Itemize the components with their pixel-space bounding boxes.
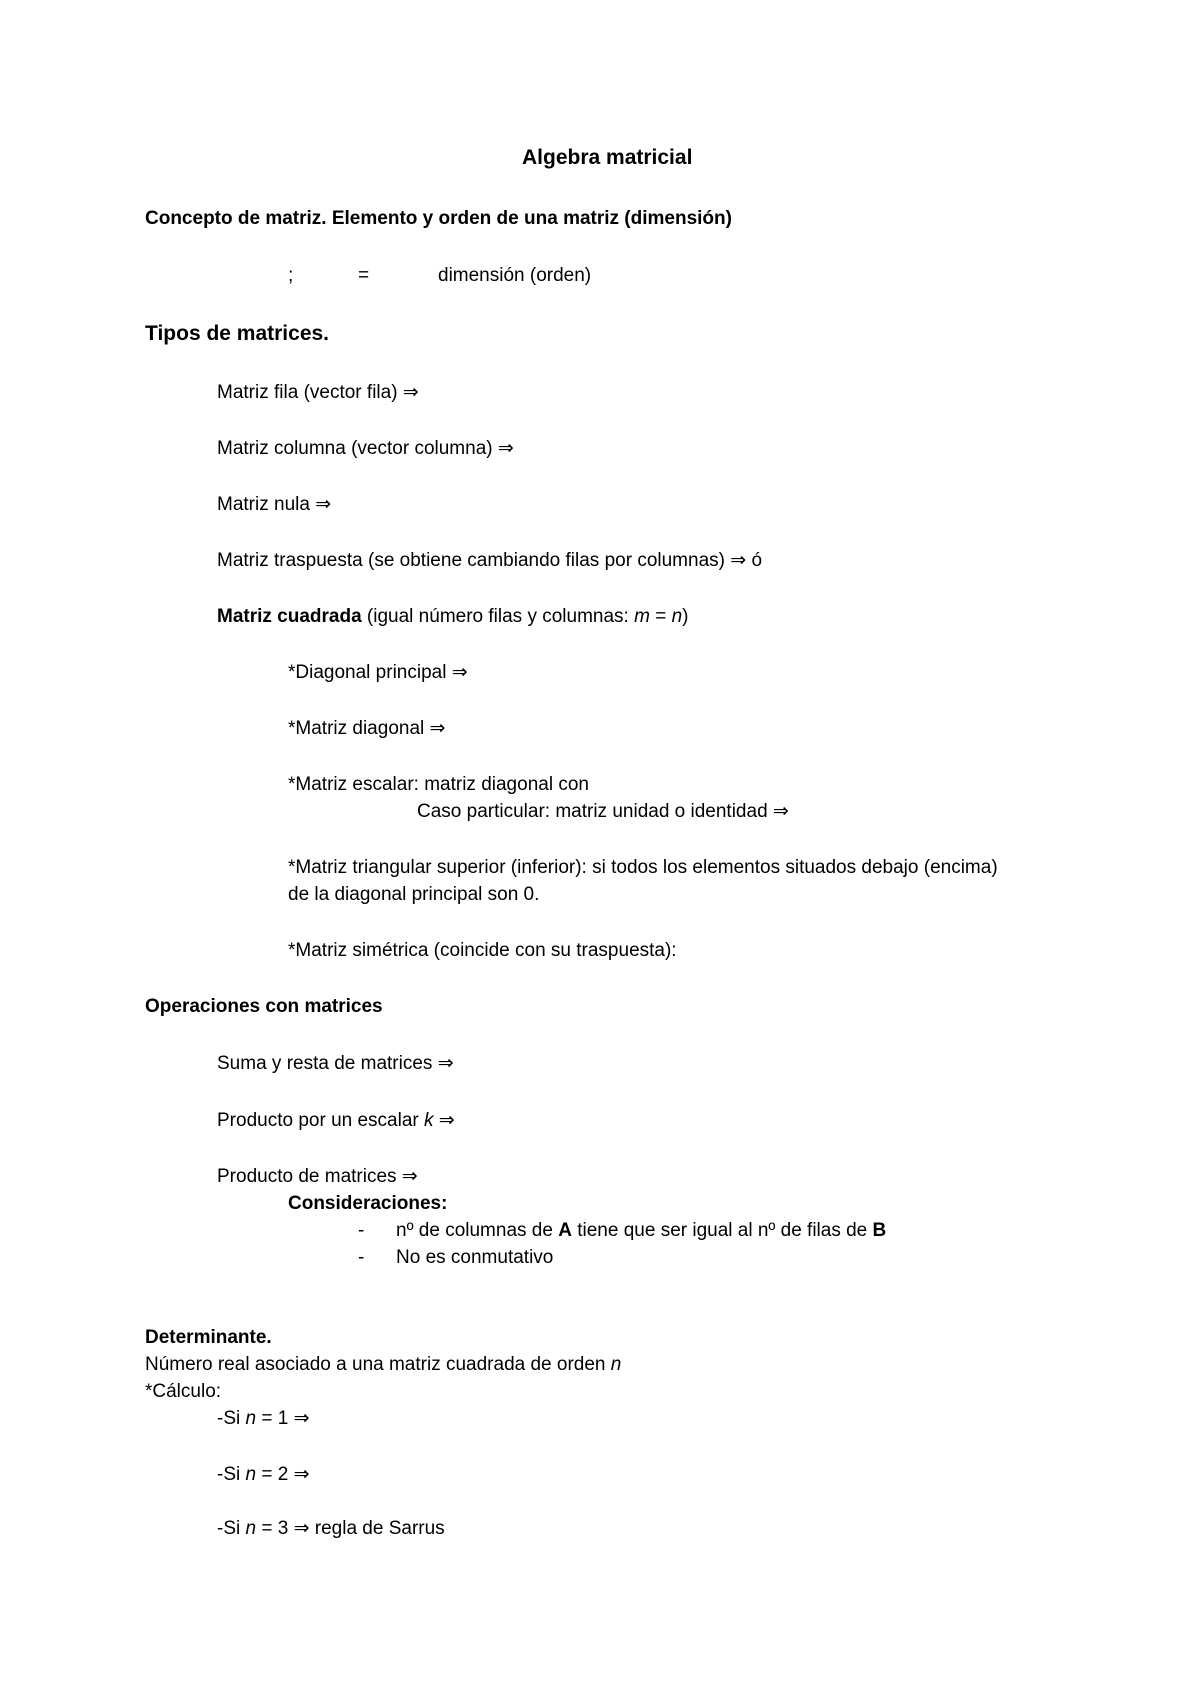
list-dash: - xyxy=(358,1247,365,1268)
list-dash: - xyxy=(358,1220,365,1241)
matrix-B: B xyxy=(872,1220,887,1241)
var-n: n xyxy=(245,1408,257,1429)
type-columna: Matriz columna (vector columna) ⇒ xyxy=(217,438,514,459)
op-escalar xyxy=(217,1109,455,1133)
cuadrada-desc: (igual número filas y columnas: xyxy=(361,606,635,627)
type-fila: Matriz fila (vector fila) ⇒ xyxy=(217,382,419,403)
ops-heading: Operaciones con matrices xyxy=(145,996,383,1017)
type-escalar: *Matriz escalar: matriz diagonal con xyxy=(288,774,589,795)
var-k: k xyxy=(424,1110,434,1131)
consideration-1-text-b: tiene que ser igual al nº de filas de xyxy=(571,1220,873,1241)
var-n: n xyxy=(245,1518,257,1539)
type-cuadrada xyxy=(217,605,689,629)
type-nula: Matriz nula ⇒ xyxy=(217,494,332,515)
cuadrada-eq: = xyxy=(649,606,672,627)
var-n: n xyxy=(245,1464,257,1485)
det-case-1 xyxy=(217,1407,310,1431)
det-calculo: *Cálculo: xyxy=(145,1381,222,1402)
op-suma: Suma y resta de matrices ⇒ xyxy=(217,1053,454,1074)
op-producto: Producto de matrices ⇒ xyxy=(217,1166,418,1187)
cuadrada-close: ) xyxy=(682,606,689,627)
type-matriz-diagonal: *Matriz diagonal ⇒ xyxy=(288,718,446,739)
det-si: -Si xyxy=(217,1518,246,1539)
var-n: n xyxy=(610,1354,622,1375)
var-n: n xyxy=(671,606,683,627)
type-traspuesta: Matriz traspuesta (se obtiene cambiando filas por columnas) ⇒ ó xyxy=(217,550,763,571)
det-si: -Si xyxy=(217,1464,246,1485)
var-m: m xyxy=(634,606,650,627)
consideration-1 xyxy=(396,1219,886,1243)
matrix-A: A xyxy=(558,1220,572,1241)
type-diagonal-principal: *Diagonal principal ⇒ xyxy=(288,662,468,683)
det-heading: Determinante. xyxy=(145,1327,272,1348)
cuadrada-label: Matriz cuadrada xyxy=(217,606,362,627)
concept-semicolon: ; xyxy=(288,265,294,286)
concept-heading: Concepto de matriz. Elemento y orden de una matriz (dimensión) xyxy=(145,208,732,229)
types-heading: Tipos de matrices. xyxy=(145,322,330,345)
concept-dimension: dimensión (orden) xyxy=(438,265,592,286)
type-identidad: Caso particular: matriz unidad o identidad ⇒ xyxy=(417,801,789,822)
consideration-1-text-a: nº de columnas de xyxy=(396,1220,559,1241)
type-triangular-line2: de la diagonal principal son 0. xyxy=(288,884,540,905)
consideration-2: No es conmutativo xyxy=(396,1247,554,1268)
det-case-2-rest: = 2 ⇒ xyxy=(256,1464,310,1485)
det-case-3-rest: = 3 ⇒ regla de Sarrus xyxy=(256,1518,445,1539)
page-title: Algebra matricial xyxy=(522,146,693,169)
det-si: -Si xyxy=(217,1408,246,1429)
concept-equals: = xyxy=(358,265,370,286)
type-simetrica: *Matriz simétrica (coincide con su traspuesta): xyxy=(288,940,677,961)
det-description-text: Número real asociado a una matriz cuadrada de orden xyxy=(145,1354,611,1375)
det-case-3 xyxy=(217,1517,445,1541)
op-consideraciones: Consideraciones: xyxy=(288,1193,448,1214)
det-description xyxy=(145,1353,621,1377)
op-escalar-text: Producto por un escalar xyxy=(217,1110,425,1131)
det-case-2 xyxy=(217,1463,310,1487)
det-case-1-rest: = 1 ⇒ xyxy=(256,1408,310,1429)
op-escalar-arrow: ⇒ xyxy=(433,1110,455,1131)
type-triangular-line1: *Matriz triangular superior (inferior): si todos los elementos situados debajo (encima) xyxy=(288,857,998,878)
